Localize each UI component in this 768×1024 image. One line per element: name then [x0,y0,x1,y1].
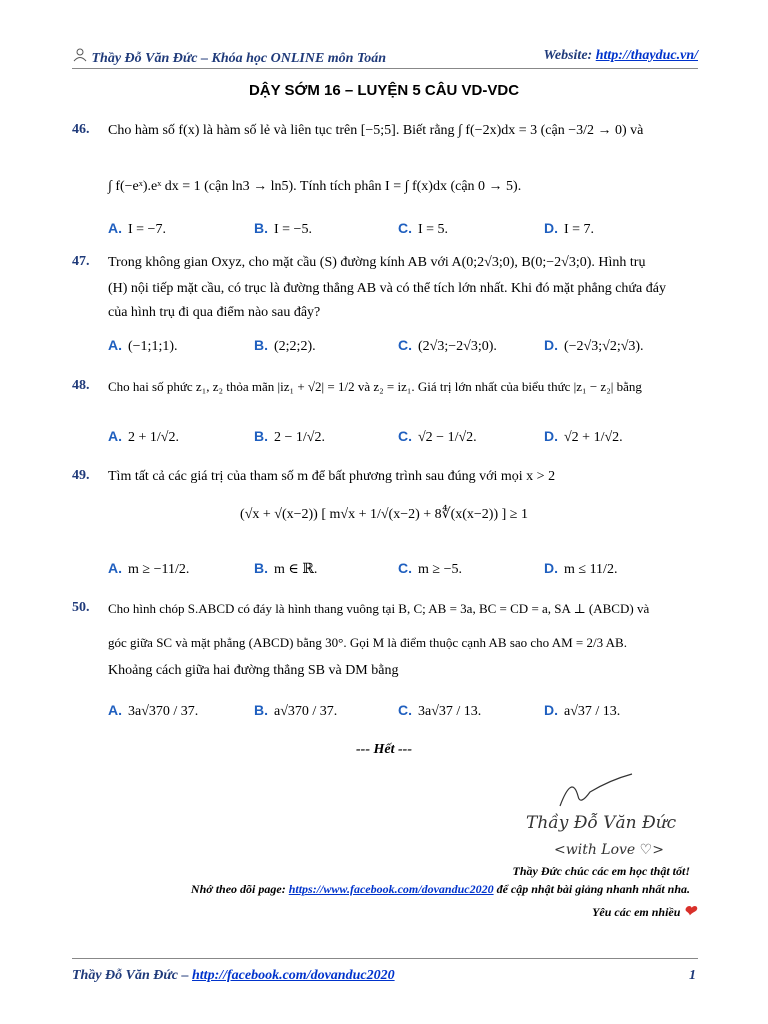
option-a[interactable]: A. I = −7. [108,220,166,237]
option-a[interactable]: A. (−1;1;1). [108,337,178,354]
option-b[interactable]: B. I = −5. [254,220,312,237]
heart-icon: ❤ [683,904,696,920]
question-number: 46. [72,122,90,137]
option-c[interactable]: C. √2 − 1/√2. [398,428,477,445]
header-right [543,48,698,64]
question-number: 50. [72,600,90,615]
footer-facebook-link[interactable]: http://facebook.com/dovanduc2020 [192,968,395,983]
header-rule [72,68,698,69]
option-b[interactable]: B. 2 − 1/√2. [254,428,325,445]
question-text: của hình trụ đi qua điểm nào sau đây? [108,305,321,320]
option-d[interactable]: D. m ≤ 11/2. [544,560,618,577]
signature [520,766,700,862]
option-c[interactable]: C. m ≥ −5. [398,560,462,577]
question-text: (H) nội tiếp mặt cầu, có trục là đường thẳng AB và có thể tích lớn nhất. Khi đó mặt phẳng chứa đáy [108,281,666,296]
website-link[interactable]: http://thayduc.vn/ [595,48,698,63]
option-c[interactable]: C. (2√3;−2√3;0). [398,337,497,354]
question-text: Khoảng cách giữa hai đường thẳng SB và DM bằng [108,663,399,678]
question-text: Trong không gian Oxyz, cho mặt cầu (S) đường kính AB với A(0;2√3;0), B(0;−2√3;0). Hình trụ [108,255,646,270]
header-left [72,48,386,67]
option-b[interactable]: B. m ∈ ℝ. [254,560,318,577]
closing-line-2: Nhớ theo dõi page: https://www.facebook.com/dovanduc2020 để cập nhật bài giảng nhanh nhất nha. [190,882,690,896]
footer-rule [72,958,698,959]
option-c[interactable]: C. I = 5. [398,220,449,237]
question-text: Cho hình chóp S.ABCD có đáy là hình thang vuông tại B, C; AB = 3a, BC = CD = a, SA ⊥ (ABCD) và [108,601,650,616]
teacher-icon [72,51,92,66]
closing-line-1: Thầy Đức chúc các em học thật tốt! [512,864,690,878]
option-a[interactable]: A. 2 + 1/√2. [108,428,179,445]
question-text: Cho hàm số f(x) là hàm số lẻ và liên tục trên [−5;5]. Biết rằng ∫ f(−2x)dx = 3 (cận −3/2 → 0) và [108,123,644,138]
question-number: 47. [72,254,90,269]
option-c[interactable]: C. 3a√37 / 13. [398,702,482,719]
page-number: 1 [689,968,696,983]
question-number: 49. [72,468,90,483]
option-d[interactable]: D. (−2√3;√2;√3). [544,337,644,354]
svg-text:<with Love ♡>: <with Love ♡> [554,842,664,858]
header-left-text: Thầy Đỗ Văn Đức – Khóa học ONLINE môn Toán [91,51,387,66]
option-d[interactable]: D. I = 7. [544,220,595,237]
question-text: ∫ f(−eˣ).eˣ dx = 1 (cận ln3 → ln5). Tính tích phân I = ∫ f(x)dx (cận 0 → 5). [108,179,522,194]
option-a[interactable]: A. m ≥ −11/2. [108,560,190,577]
svg-text:Thầy Đỗ Văn Đức: Thầy Đỗ Văn Đức [526,813,677,833]
option-d[interactable]: D. a√37 / 13. [544,702,621,719]
question-number: 48. [72,378,90,393]
website-label: Website: [543,48,593,63]
question-text: Tìm tất cả các giá trị của tham số m để bất phương trình sau đúng với mọi x > 2 [108,469,556,484]
option-a[interactable]: A. 3a√370 / 37. [108,702,199,719]
inequality: (√x + √(x−2)) [ m√x + 1/√(x−2) + 8∜(x(x−2)) ] ≥ 1 [240,507,528,522]
option-d[interactable]: D. √2 + 1/√2. [544,428,623,445]
closing-line-3: Yêu các em nhiều ❤ [592,904,696,920]
option-b[interactable]: B. (2;2;2). [254,337,316,354]
question-text: góc giữa SC và mặt phẳng (ABCD) bằng 30°. Gọi M là điểm thuộc cạnh AB sao cho AM = 2/3 AB. [108,635,627,650]
footer-left: Thầy Đỗ Văn Đức – http://facebook.com/dovanduc2020 [72,968,395,983]
page-title: DẬY SỚM 16 – LUYỆN 5 CÂU VD-VDC [248,82,520,99]
option-b[interactable]: B. a√370 / 37. [254,702,338,719]
facebook-page-link[interactable]: https://www.facebook.com/dovanduc2020 [288,882,494,896]
end-marker: --- Hết --- [356,742,412,757]
question-text: Cho hai số phức z₁, z₂ thỏa mãn |iz₁ + √2| = 1/2 và z₂ = iz₁. Giá trị lớn nhất của biểu thức |z₁ − z₂| bằng [108,379,642,394]
